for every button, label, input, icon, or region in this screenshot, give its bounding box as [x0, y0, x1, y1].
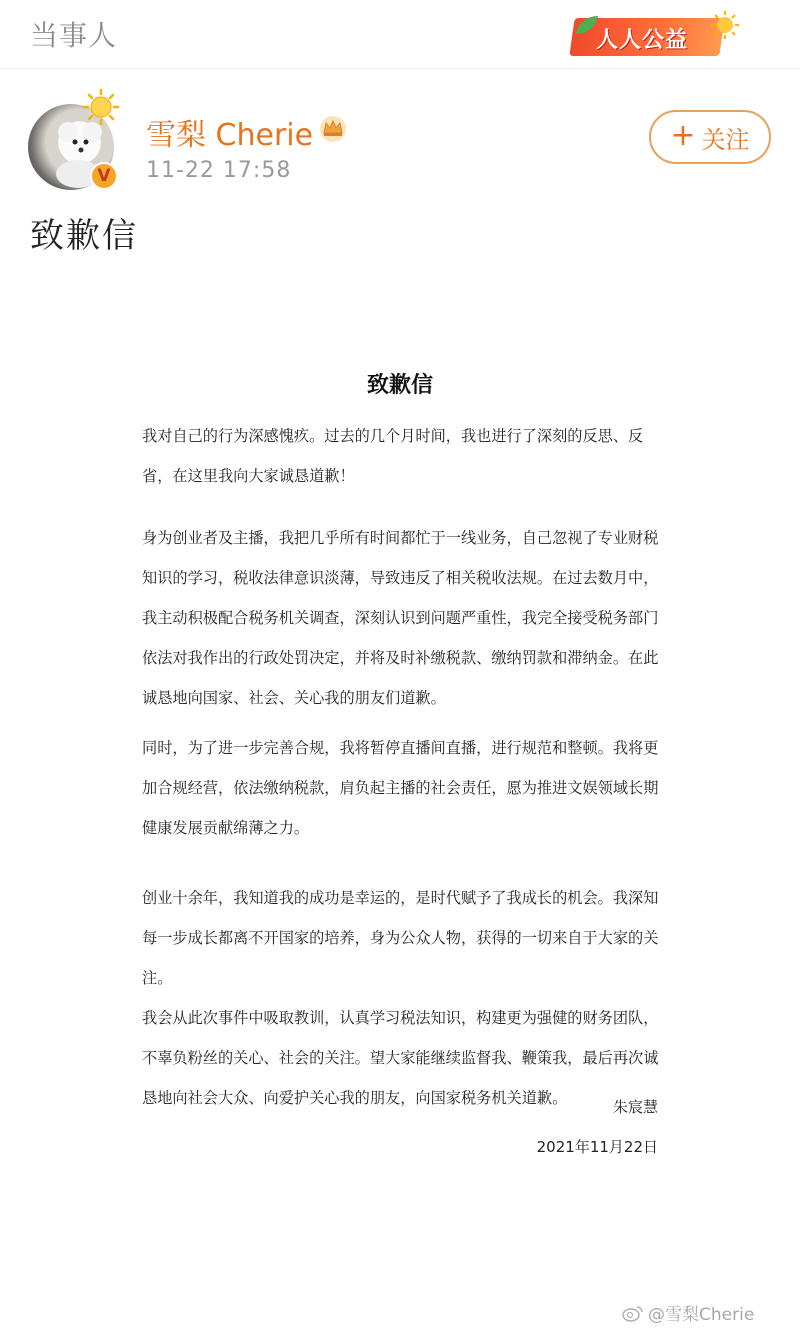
letter-paragraph: 同时，为了进一步完善合规，我将暂停直播间直播，进行规范和整顿。我将更 加合规经营，依法缴纳税款，肩负起主播的社会责任，愿为推进文娱领域长期 健康发展贡献绵薄之力。 [142, 739, 659, 837]
letter-image[interactable] [0, 300, 800, 1310]
letter-signature: 朱宸慧 [612, 1098, 658, 1116]
username[interactable]: 雪梨 Cherie [146, 118, 314, 153]
letter-paragraph: 我对自己的行为深感愧疚。过去的几个月时间，我也进行了深刻的反思、反 省，在这里我向大家诚恳道歉！ [142, 427, 644, 485]
post-text: 致歉信 [30, 216, 138, 256]
post-timestamp: 11-22 17:58 [146, 158, 292, 183]
letter-title: 致歉信 [366, 373, 433, 398]
follow-button[interactable] [649, 110, 771, 164]
letter-date: 2021年11月22日 [536, 1138, 658, 1156]
watermark-text: @雪梨Cherie [648, 1305, 755, 1325]
charity-badge[interactable] [572, 10, 742, 58]
top-bar [0, 0, 800, 69]
crown-icon [318, 113, 348, 143]
sun-icon [82, 88, 120, 126]
plus-icon: + [670, 117, 696, 153]
letter-paragraph: 创业十余年，我知道我的成功是幸运的，是时代赋予了我成长的机会。我深知 每一步成长都离不开国家的培养，身为公众人物，获得的一切来自于大家的关 注。 我会从此次事件中吸取教训，认真学习税法知识，构建更为强健的财务团队， 不辜负粉丝的关心、社会的关注。望大家能继续监督我、鞭策我，最后再次诚 恳地向社会大众、向爱护关心我的朋友，向国家税务机关道歉。 [142, 889, 659, 1107]
weibo-icon [622, 1304, 644, 1322]
sun-icon [710, 10, 740, 40]
page-title: 当事人 [30, 19, 118, 52]
badge-label: 人人公益 [596, 28, 689, 53]
follow-label: 关注 [701, 125, 750, 154]
letter-paragraph: 身为创业者及主播，我把几乎所有时间都忙于一线业务，自己忽视了专业财税 知识的学习，税收法律意识淡薄，导致违反了相关税收法规。在过去数月中， 我主动积极配合税务机关调查，深刻认识到问题严重性，我完全接受税务部门 依法对我作出的行政处罚决定，并将及时补缴税款、缴纳罚款和滞纳金。在此 诚恳地向国家、社会、关心我的朋友们道歉。 [142, 529, 659, 707]
verified-badge: V [90, 162, 118, 190]
weibo-watermark [622, 1300, 754, 1325]
